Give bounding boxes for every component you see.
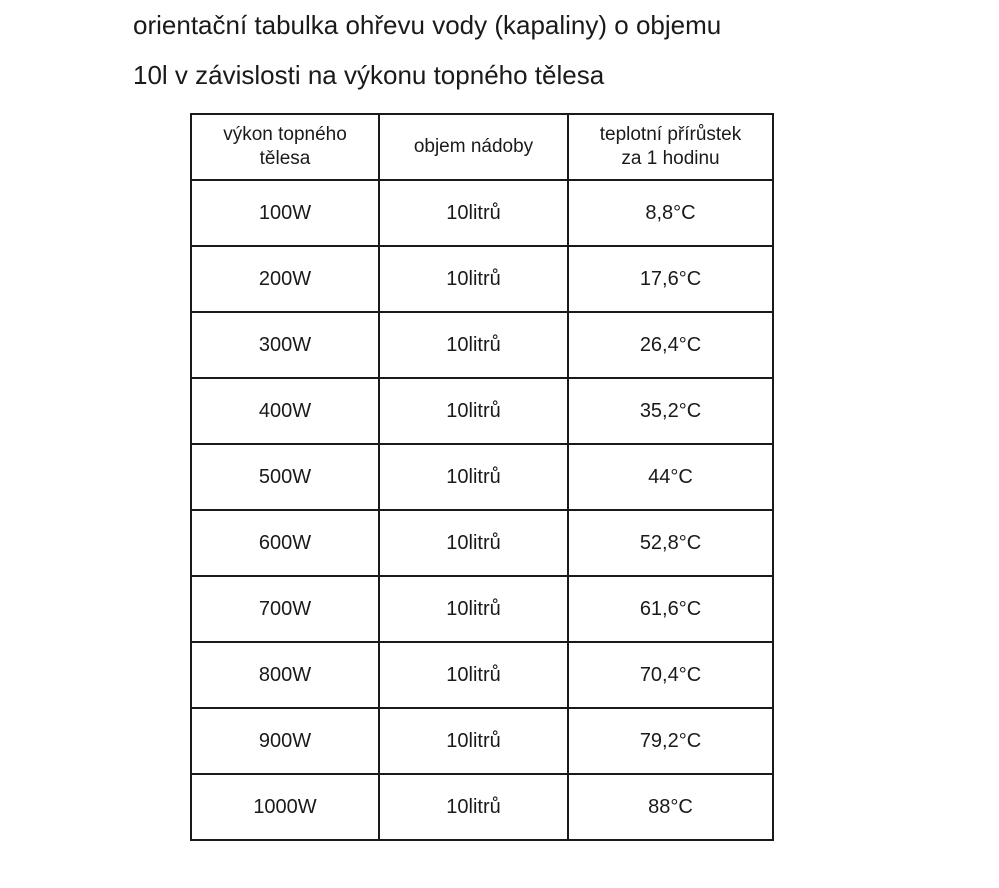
cell-increase: 8,8°C [568, 180, 773, 246]
cell-volume: 10litrů [379, 312, 568, 378]
cell-increase: 61,6°C [568, 576, 773, 642]
header-power [191, 114, 379, 180]
cell-volume: 10litrů [379, 576, 568, 642]
cell-volume: 10litrů [379, 444, 568, 510]
document-title [133, 0, 893, 100]
cell-power: 400W [191, 378, 379, 444]
table-row [191, 180, 773, 246]
cell-power: 100W [191, 180, 379, 246]
table-row [191, 576, 773, 642]
heating-table [190, 113, 774, 841]
header-volume [379, 114, 568, 180]
title-line-2: 10l v závislosti na výkonu topného tělesa [133, 60, 605, 90]
cell-increase: 44°C [568, 444, 773, 510]
cell-power: 200W [191, 246, 379, 312]
cell-power: 1000W [191, 774, 379, 840]
cell-volume: 10litrů [379, 246, 568, 312]
header-power-line1: výkon topného [223, 124, 347, 145]
cell-power: 900W [191, 708, 379, 774]
header-power-line2: tělesa [259, 148, 311, 169]
table-row [191, 642, 773, 708]
cell-increase: 35,2°C [568, 378, 773, 444]
cell-increase: 26,4°C [568, 312, 773, 378]
cell-volume: 10litrů [379, 774, 568, 840]
header-increase-line1: teplotní přírůstek [599, 124, 742, 145]
header-increase-line2: za 1 hodinu [621, 148, 720, 169]
cell-increase: 88°C [568, 774, 773, 840]
table-header-row [191, 114, 773, 180]
table-row [191, 774, 773, 840]
cell-volume: 10litrů [379, 708, 568, 774]
cell-increase: 70,4°C [568, 642, 773, 708]
title-line-1: orientační tabulka ohřevu vody (kapaliny) o objemu [133, 10, 722, 40]
table-row [191, 378, 773, 444]
cell-power: 500W [191, 444, 379, 510]
cell-increase: 79,2°C [568, 708, 773, 774]
table-row [191, 510, 773, 576]
header-increase [568, 114, 773, 180]
cell-volume: 10litrů [379, 510, 568, 576]
table-row [191, 246, 773, 312]
table-row [191, 444, 773, 510]
header-volume-line1: objem nádoby [413, 136, 534, 157]
cell-power: 800W [191, 642, 379, 708]
cell-volume: 10litrů [379, 378, 568, 444]
table-row [191, 312, 773, 378]
cell-increase: 52,8°C [568, 510, 773, 576]
cell-power: 700W [191, 576, 379, 642]
cell-volume: 10litrů [379, 180, 568, 246]
cell-increase: 17,6°C [568, 246, 773, 312]
table-row [191, 708, 773, 774]
cell-power: 600W [191, 510, 379, 576]
table-body [191, 180, 773, 840]
cell-power: 300W [191, 312, 379, 378]
cell-volume: 10litrů [379, 642, 568, 708]
